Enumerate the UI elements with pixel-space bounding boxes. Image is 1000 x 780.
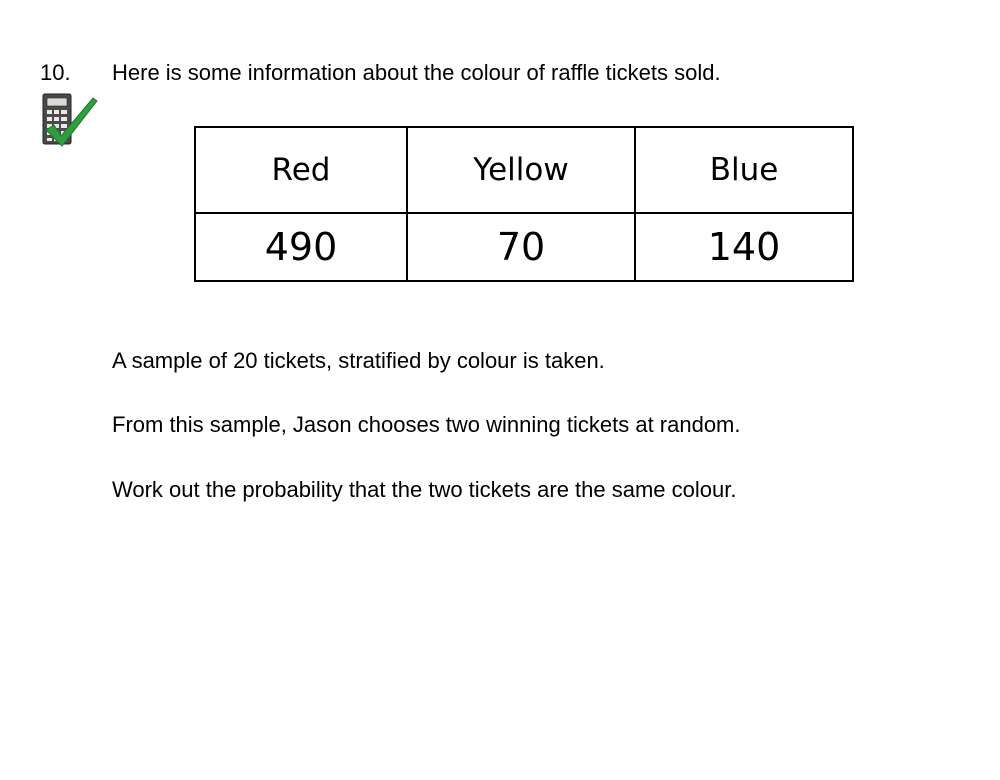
header-cell-yellow: Yellow <box>407 127 635 213</box>
header-cell-blue: Blue <box>635 127 853 213</box>
task-statement: Work out the probability that the two tickets are the same colour. <box>112 477 737 502</box>
selection-statement: From this sample, Jason chooses two winning tickets at random. <box>112 412 741 437</box>
header-cell-red: Red <box>195 127 407 213</box>
table-header-row <box>195 127 853 213</box>
sample-statement: A sample of 20 tickets, stratified by colour is taken. <box>112 348 605 373</box>
value-cell-blue: 140 <box>635 213 853 281</box>
value-cell-red: 490 <box>195 213 407 281</box>
value-cell-yellow: 70 <box>407 213 635 281</box>
calculator-allowed-marker <box>40 92 102 150</box>
ticket-colour-table <box>194 126 854 282</box>
question-number: 10. <box>40 60 71 85</box>
question-intro: Here is some information about the colour of raffle tickets sold. <box>112 60 721 85</box>
table-value-row <box>195 213 853 281</box>
